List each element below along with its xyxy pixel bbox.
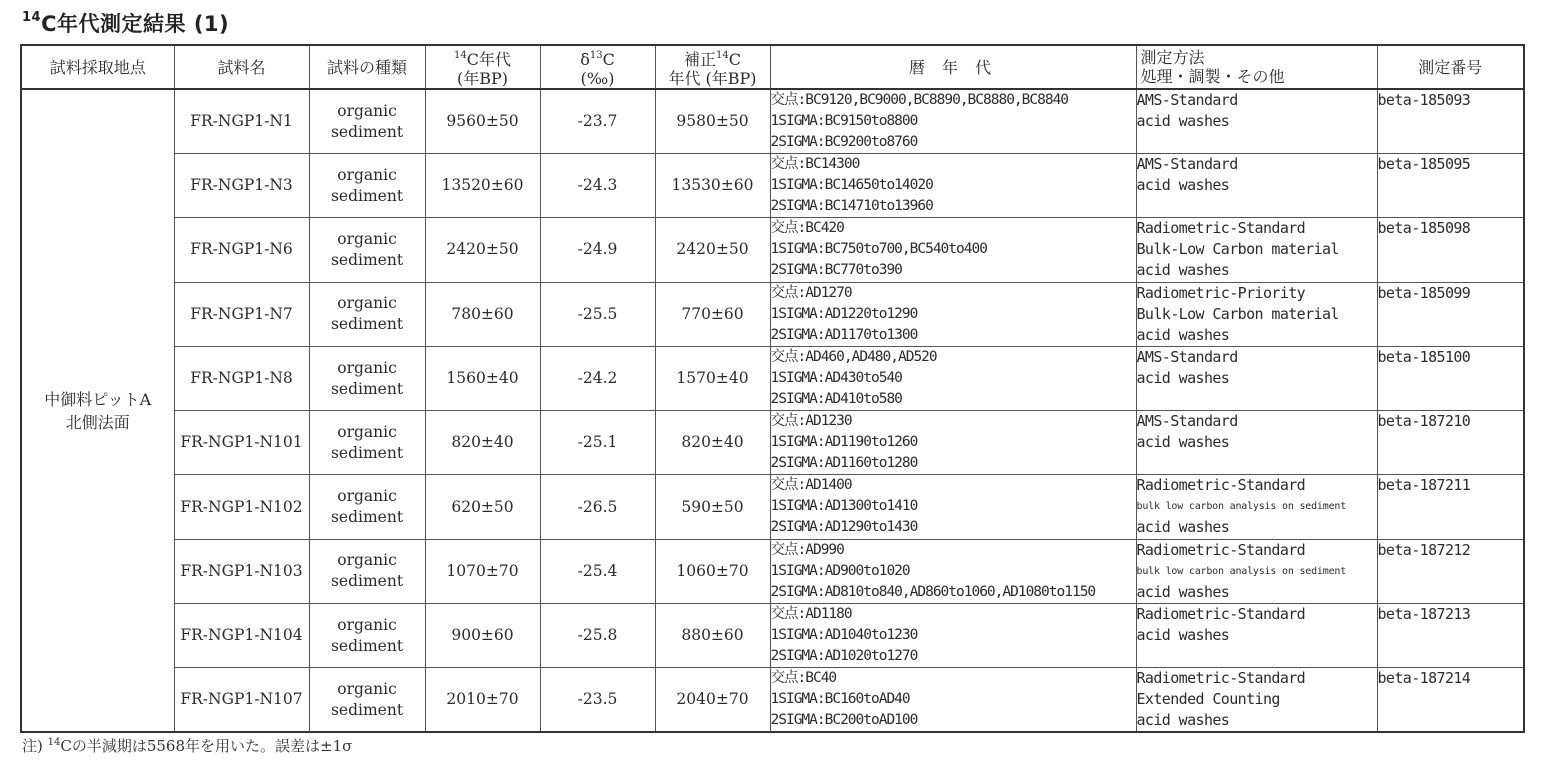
table-row	[21, 475, 1524, 539]
sample-name-cell: FR-NGP1-N107	[174, 668, 309, 733]
sample-type-cell: organic sediment	[309, 411, 425, 475]
c14-age-cell: 1070±70	[425, 539, 540, 603]
calendar-line: 1SIGMA:BC750to700,BC540to400	[770, 241, 987, 258]
calendar-age-cell	[770, 604, 1136, 668]
measurement-number-cell: beta-185095	[1377, 154, 1524, 218]
table-row	[21, 668, 1524, 733]
location-line1: 中御料ピットA	[44, 389, 152, 409]
delta13c-cell: -25.5	[540, 282, 655, 346]
calendar-line: 交点:AD990	[770, 541, 844, 558]
measurement-number-cell: beta-185100	[1377, 346, 1524, 410]
sample-name-cell: FR-NGP1-N3	[174, 154, 309, 218]
method-line: acid washes	[1136, 368, 1230, 387]
method-line: Radiometric-Standard	[1136, 669, 1306, 688]
measurement-number-cell: beta-187210	[1377, 411, 1524, 475]
sample-name-cell: FR-NGP1-N1	[174, 89, 309, 154]
table-body	[21, 89, 1524, 732]
measurement-number-cell: beta-187213	[1377, 604, 1524, 668]
method-line: acid washes	[1136, 711, 1230, 730]
calendar-line: 交点:AD460,AD480,AD520	[770, 348, 937, 365]
calendar-line: 2SIGMA:BC200toAD100	[770, 712, 918, 729]
delta13c-cell: -25.8	[540, 604, 655, 668]
calendar-line: 2SIGMA:AD1160to1280	[770, 455, 918, 472]
method-cell	[1136, 89, 1377, 154]
measurement-number-cell: beta-187214	[1377, 668, 1524, 733]
sample-name-cell: FR-NGP1-N102	[174, 475, 309, 539]
calendar-line: 1SIGMA:AD1220to1290	[770, 305, 918, 322]
delta13c-cell: -23.7	[540, 89, 655, 154]
calendar-age-cell	[770, 475, 1136, 539]
measurement-number-cell: beta-185099	[1377, 282, 1524, 346]
corrected-age-cell: 1060±70	[655, 539, 770, 603]
calendar-line: 1SIGMA:AD1300to1410	[770, 498, 918, 515]
calendar-line: 交点:AD1180	[770, 606, 852, 623]
c14-age-cell: 780±60	[425, 282, 540, 346]
sample-type-cell: organic sediment	[309, 668, 425, 733]
method-line: Radiometric-Standard	[1136, 219, 1306, 238]
method-line: bulk low carbon analysis on sediment	[1136, 501, 1347, 513]
delta13c-cell: -24.3	[540, 154, 655, 218]
sample-type-cell: organic sediment	[309, 89, 425, 154]
measurement-number-cell: beta-185093	[1377, 89, 1524, 154]
calendar-line: 1SIGMA:AD1190to1260	[770, 434, 918, 451]
location-line2: 北側法面	[65, 412, 130, 432]
method-cell	[1136, 411, 1377, 475]
header-location: 試料採取地点	[21, 45, 174, 89]
sample-type-cell: organic sediment	[309, 346, 425, 410]
sample-name-cell: FR-NGP1-N8	[174, 346, 309, 410]
calendar-line: 交点:BC9120,BC9000,BC8890,BC8880,BC8840	[770, 92, 1069, 108]
method-line: acid washes	[1136, 261, 1230, 280]
method-line: Radiometric-Priority	[1136, 283, 1306, 302]
calendar-line: 交点:AD1230	[770, 413, 852, 430]
table-row	[21, 411, 1524, 475]
header-c14-age: $^{14}$C年代 (年BP)	[425, 45, 540, 89]
location-cell	[21, 89, 174, 732]
sample-name-cell: FR-NGP1-N104	[174, 604, 309, 668]
calendar-line: 交点:AD1400	[770, 477, 852, 494]
method-line: acid washes	[1136, 626, 1230, 645]
sample-type-cell: organic sediment	[309, 475, 425, 539]
c14-age-cell: 2010±70	[425, 668, 540, 733]
sample-type-cell: organic sediment	[309, 154, 425, 218]
delta13c-cell: -24.2	[540, 346, 655, 410]
calendar-line: 2SIGMA:BC770to390	[770, 262, 902, 279]
measurement-number-cell: beta-187212	[1377, 539, 1524, 603]
title-isotope: 14	[22, 10, 42, 25]
calendar-line: 1SIGMA:AD900to1020	[770, 562, 910, 579]
method-line: AMS-Standard	[1136, 155, 1238, 173]
calendar-line: 2SIGMA:AD1020to1270	[770, 648, 918, 665]
calendar-age-cell	[770, 346, 1136, 410]
method-line: acid washes	[1136, 112, 1230, 130]
measurement-number-cell: beta-185098	[1377, 218, 1524, 282]
calendar-line: 2SIGMA:AD410to580	[770, 390, 902, 407]
method-line: bulk low carbon analysis on sediment	[1136, 565, 1347, 577]
delta13c-cell: -26.5	[540, 475, 655, 539]
method-line: Radiometric-Standard	[1136, 540, 1306, 559]
sample-type-cell: organic sediment	[309, 218, 425, 282]
table-row	[21, 154, 1524, 218]
method-line: Bulk-Low Carbon material	[1136, 304, 1339, 323]
calendar-line: 交点:BC40	[770, 670, 837, 687]
corrected-age-cell: 2420±50	[655, 218, 770, 282]
corrected-age-cell: 9580±50	[655, 89, 770, 154]
corrected-age-cell: 820±40	[655, 411, 770, 475]
sample-name-cell: FR-NGP1-N101	[174, 411, 309, 475]
c14-age-cell: 620±50	[425, 475, 540, 539]
corrected-age-cell: 880±60	[655, 604, 770, 668]
calendar-age-cell	[770, 282, 1136, 346]
sample-type-cell: organic sediment	[309, 282, 425, 346]
c14-age-cell: 900±60	[425, 604, 540, 668]
c14-age-cell: 820±40	[425, 411, 540, 475]
calendar-age-cell	[770, 668, 1136, 733]
header-sample-type: 試料の種類	[309, 45, 425, 89]
method-line: AMS-Standard	[1136, 412, 1238, 431]
calendar-line: 交点:BC420	[770, 220, 844, 237]
method-line: Extended Counting	[1136, 690, 1280, 709]
corrected-age-cell: 13530±60	[655, 154, 770, 218]
method-line: Radiometric-Standard	[1136, 605, 1306, 624]
table-row	[21, 346, 1524, 410]
sample-type-cell: organic sediment	[309, 539, 425, 603]
page-title	[22, 8, 229, 38]
method-cell	[1136, 539, 1377, 603]
table-row	[21, 539, 1524, 603]
calendar-line: 交点:BC14300	[770, 156, 860, 172]
calendar-line: 2SIGMA:AD810to840,AD860to1060,AD1080to1150	[770, 583, 1096, 600]
method-line: acid washes	[1136, 325, 1230, 344]
calendar-age-cell	[770, 539, 1136, 603]
calendar-line: 1SIGMA:BC160toAD40	[770, 691, 910, 708]
sample-name-cell: FR-NGP1-N7	[174, 282, 309, 346]
c14-age-cell: 13520±60	[425, 154, 540, 218]
calendar-line: 1SIGMA:BC9150to8800	[770, 113, 918, 129]
delta13c-cell: -24.9	[540, 218, 655, 282]
method-cell	[1136, 604, 1377, 668]
c14-age-cell: 2420±50	[425, 218, 540, 282]
calendar-age-cell	[770, 89, 1136, 154]
table-row	[21, 89, 1524, 154]
method-cell	[1136, 218, 1377, 282]
header-method: 測定方法 処理・調製・その他	[1136, 45, 1377, 89]
calendar-age-cell	[770, 154, 1136, 218]
method-line: Bulk-Low Carbon material	[1136, 240, 1339, 259]
calendar-line: 1SIGMA:BC14650to14020	[770, 177, 933, 193]
method-line: Radiometric-Standard	[1136, 476, 1306, 495]
method-cell	[1136, 346, 1377, 410]
calendar-line: 交点:AD1270	[770, 284, 852, 301]
corrected-age-cell: 770±60	[655, 282, 770, 346]
method-line: acid washes	[1136, 582, 1230, 601]
method-cell	[1136, 668, 1377, 733]
header-calendar-age: 暦 年 代	[770, 45, 1136, 89]
corrected-age-cell: 2040±70	[655, 668, 770, 733]
delta13c-cell: -25.4	[540, 539, 655, 603]
method-line: acid washes	[1136, 518, 1230, 537]
table-row	[21, 604, 1524, 668]
method-cell	[1136, 282, 1377, 346]
delta13c-cell: -25.1	[540, 411, 655, 475]
header-sample-name: 試料名	[174, 45, 309, 89]
calendar-line: 1SIGMA:AD1040to1230	[770, 627, 918, 644]
title-text: C年代測定結果 (1)	[41, 12, 230, 36]
c14-age-cell: 1560±40	[425, 346, 540, 410]
corrected-age-cell: 590±50	[655, 475, 770, 539]
method-line: AMS-Standard	[1136, 91, 1238, 109]
results-table	[20, 44, 1525, 733]
calendar-line: 2SIGMA:BC14710to13960	[770, 198, 933, 214]
sample-type-cell: organic sediment	[309, 604, 425, 668]
method-cell	[1136, 154, 1377, 218]
header-delta13c: $\delta^{13}C$ (‰)	[540, 45, 655, 89]
calendar-line: 2SIGMA:AD1290to1430	[770, 519, 918, 536]
calendar-age-cell	[770, 218, 1136, 282]
footnote: 注) $^{14}$Cの半減期は5568年を用いた。誤差は±1σ	[22, 737, 353, 755]
table-row	[21, 282, 1524, 346]
table-header-row	[21, 45, 1524, 89]
method-line: acid washes	[1136, 176, 1230, 194]
measurement-number-cell: beta-187211	[1377, 475, 1524, 539]
delta13c-cell: -23.5	[540, 668, 655, 733]
table-row	[21, 218, 1524, 282]
header-number: 測定番号	[1377, 45, 1524, 89]
calendar-line: 1SIGMA:AD430to540	[770, 369, 902, 386]
sample-name-cell: FR-NGP1-N6	[174, 218, 309, 282]
method-line: acid washes	[1136, 433, 1230, 452]
method-line: AMS-Standard	[1136, 347, 1238, 366]
sample-name-cell: FR-NGP1-N103	[174, 539, 309, 603]
method-cell	[1136, 475, 1377, 539]
calendar-line: 2SIGMA:AD1170to1300	[770, 326, 918, 343]
calendar-age-cell	[770, 411, 1136, 475]
calendar-line: 2SIGMA:BC9200to8760	[770, 134, 918, 150]
header-corrected-age: 補正$^{14}$C 年代 (年BP)	[655, 45, 770, 89]
c14-age-cell: 9560±50	[425, 89, 540, 154]
corrected-age-cell: 1570±40	[655, 346, 770, 410]
